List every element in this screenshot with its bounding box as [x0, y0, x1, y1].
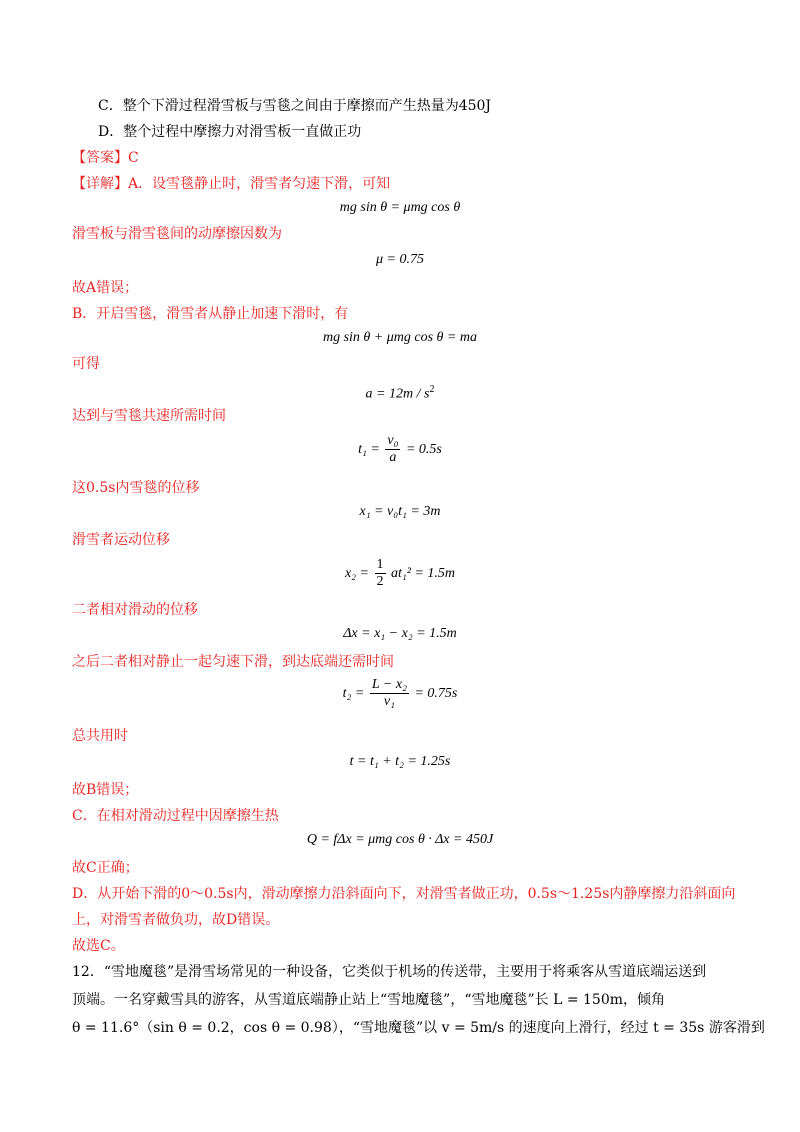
question-12-line-2: 顶端。一名穿戴雪具的游客，从雪道底端静止站上“雪地魔毯”，“雪地魔毯”长 L = 150m，倾角 [72, 992, 666, 1008]
equation-8: Δx = x₁ − x₂ = 1.5m [343, 626, 457, 641]
equation-7-numerator: 1 [376, 557, 384, 573]
answer-line [72, 148, 139, 168]
question-12-line-3: θ = 11.6°（sin θ = 0.2，cos θ = 0.98），“雪地魔毯”以 v = 5m/s 的速度向上滑行，经过 t = 35s 游客滑到 [72, 1020, 765, 1036]
equation-2: μ = 0.75 [376, 252, 424, 267]
text-a-wrong: 故A错误； [72, 280, 139, 296]
equation-11: Q = fΔx = μmg cos θ · Δx = 450J [306, 832, 494, 847]
equation-5-denominator: a [389, 450, 397, 466]
text-b: B．开启雪毯，滑雪者从静止加速下滑时，有 [72, 306, 349, 322]
text-total: 总共用时 [72, 728, 128, 744]
text-d-line-1: D．从开始下滑的0～0.5s内，滑动摩擦力沿斜面向下，对滑雪者做正功，0.5s～1.25s内静摩擦力沿斜面向 [72, 886, 736, 902]
text-c: C．在相对滑动过程中因摩擦生热 [72, 808, 279, 824]
equation-5-right: = 0.5s [405, 442, 442, 457]
equation-5-left: t₁ = [358, 442, 380, 457]
equation-9-left: t₂ = [342, 686, 365, 701]
equation-4-main: a = 12m / s [365, 386, 430, 402]
answer-value: C [128, 150, 139, 166]
equation-6: x₁ = v₀t₁ = 3m [359, 504, 441, 519]
detail-intro: A．设雪毯静止时，滑雪者匀速下滑，可知 [128, 176, 391, 192]
text-x2: 滑雪者运动位移 [72, 532, 170, 548]
text-d-line-2: 上，对滑雪者做负功，故D错误。 [72, 912, 280, 928]
equation-7-denominator: 2 [376, 574, 384, 590]
equation-1: mg sin θ = μmg cos θ [339, 200, 461, 215]
text-kede: 可得 [72, 356, 100, 372]
text-dx: 二者相对滑动的位移 [72, 602, 198, 618]
equation-10: t = t₁ + t₂ = 1.25s [349, 754, 451, 769]
equation-7-right: at₁² = 1.5m [391, 566, 456, 581]
option-c: C．整个下滑过程滑雪板与雪毯之间由于摩擦而产生热量为450J [98, 98, 492, 114]
equation-5-numerator: v₀ [387, 433, 399, 449]
equation-9-numerator: L − x₂ [371, 677, 407, 693]
equation-5-fraction [385, 433, 400, 466]
detail-label: 【详解】 [72, 176, 128, 192]
question-12-line-1: 12．“雪地魔毯”是滑雪场常见的一种设备，它类似于机场的传送带，主要用于将乘客从雪道底端运送到 [72, 964, 707, 980]
equation-9 [0, 676, 800, 712]
text-c-right: 故C正确； [72, 860, 139, 876]
text-choose: 故选C。 [72, 938, 125, 954]
text-b-wrong: 故B错误； [72, 782, 139, 798]
equation-5 [0, 432, 800, 468]
text-t2: 之后二者相对静止一起匀速下滑，到达底端还需时间 [72, 654, 394, 670]
equation-7-left: x₂ = [344, 566, 369, 581]
equation-4-sup: 2 [429, 384, 435, 395]
option-d: D．整个过程中摩擦力对滑雪板一直做正功 [98, 124, 362, 140]
equation-9-denominator: v₁ [383, 694, 395, 710]
equation-7-fraction [375, 557, 386, 590]
equation-4 [0, 380, 800, 405]
equation-7 [0, 556, 800, 592]
equation-3: mg sin θ + μmg cos θ = ma [322, 330, 477, 345]
equation-9-right: = 0.75s [414, 686, 458, 701]
text-t1: 达到与雪毯共速所需时间 [72, 408, 226, 424]
detail-intro-line [72, 174, 390, 194]
answer-label: 【答案】 [72, 150, 128, 166]
text-mu: 滑雪板与滑雪毯间的动摩擦因数为 [72, 226, 282, 242]
text-x1: 这0.5s内雪毯的位移 [72, 480, 200, 496]
equation-9-fraction [370, 677, 409, 710]
